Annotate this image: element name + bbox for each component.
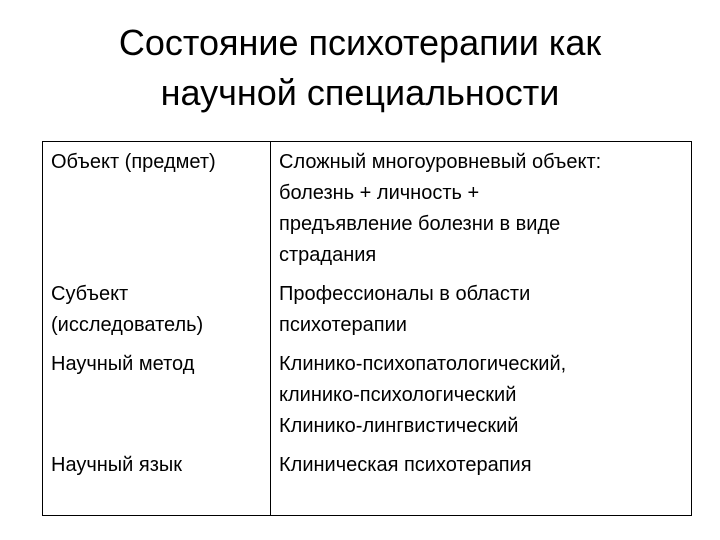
row-value-line: клинико-психологический [279,384,517,406]
row-value-cell [271,445,692,515]
slide-title-line-2: научной специальности [160,72,560,113]
row-value-line: Клинико-лингвистический [279,415,519,437]
slide-title-line-1: Состояние психотерапии как [118,22,602,63]
row-value-cell [271,142,692,275]
row-value-line: Профессионалы в области [279,283,531,305]
row-value-line: психотерапии [279,314,407,336]
specialty-table [42,141,692,516]
row-label-line: (исследователь) [51,314,204,336]
row-value-cell [271,344,692,445]
row-value-line: Клинико-психопатологический, [279,353,567,375]
row-label-cell [43,445,271,515]
row-label-cell [43,274,271,344]
table-row-object [43,142,692,275]
row-value-cell [271,274,692,344]
row-label-line: Субъект [51,283,129,305]
row-value-line: Сложный многоуровневый объект: [279,151,602,173]
row-value-line: страдания [279,244,377,266]
row-label-cell [43,344,271,445]
row-value-line: Клиническая психотерапия [279,454,532,476]
row-value-line: предъявление болезни в виде [279,213,561,235]
row-label-line: Научный метод [51,353,195,375]
table-row-method [43,344,692,445]
row-label-cell [43,142,271,275]
table-row-language [43,445,692,515]
row-value-line: болезнь + личность + [279,182,480,204]
row-label-line: Научный язык [51,454,183,476]
table-row-subject [43,274,692,344]
row-label-line: Объект (предмет) [51,151,216,173]
slide-title [0,18,720,118]
